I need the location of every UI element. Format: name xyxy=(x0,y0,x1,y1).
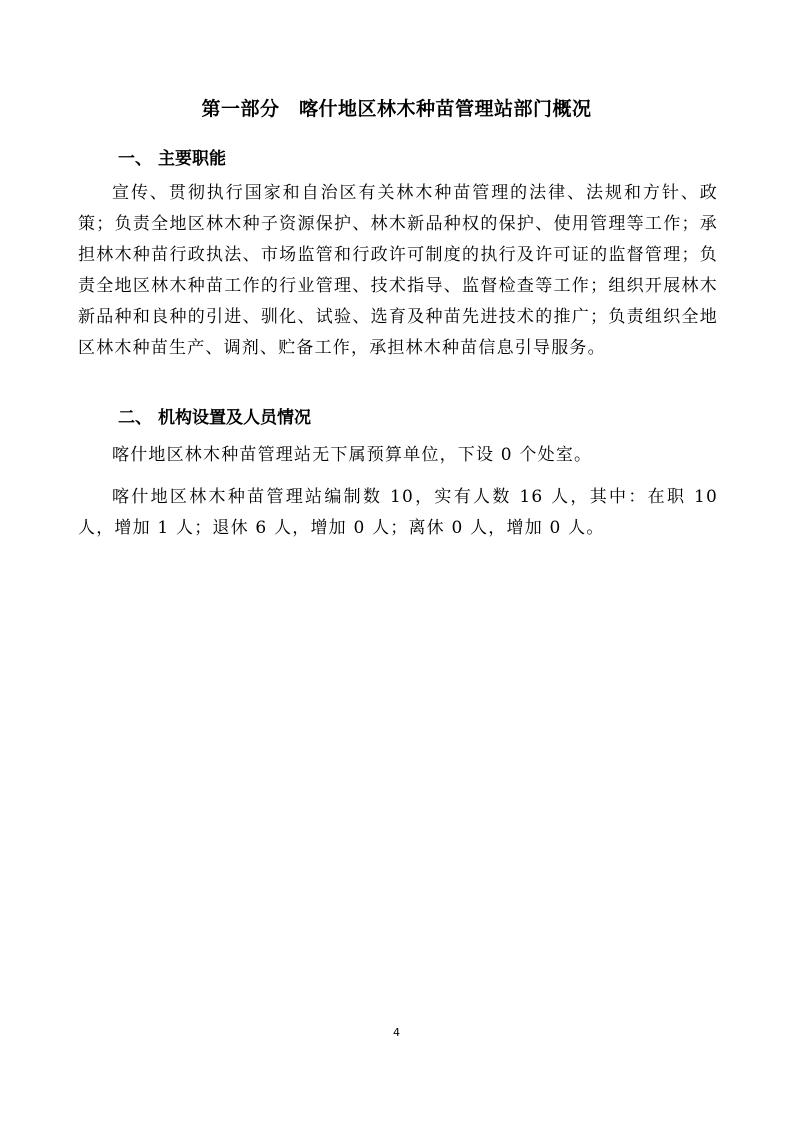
section-heading-organization xyxy=(118,406,311,430)
paragraph-staffing: 喀什地区林木种苗管理站编制数 10，实有人数 16 人，其中：在职 10 人，增加 1 人；退休 6 人，增加 0 人；离休 0 人，增加 0 人。 xyxy=(78,487,718,538)
section-number: 二、 xyxy=(118,408,152,428)
page-number: 4 xyxy=(393,1026,400,1039)
section-heading-text: 主要职能 xyxy=(158,149,226,169)
page-title: 第一部分 喀什地区林木种苗管理站部门概况 xyxy=(201,98,592,120)
paragraph-main-functions: 宣传、贯彻执行国家和自治区有关林木种苗管理的法律、法规和方针、政策；负责全地区林木种子资源保护、林木新品种权的保护、使用管理等工作；承担林木种苗行政执法、市场监管和行政许可制度的执行及许可证的监督管理；负责全地区林木种苗工作的行业管理、技术指导、监督检查等工作；组织开展林木新品种和良种的引进、驯化、试验、选育及种苗先进技术的推广；负责组织全地区林木种苗生产、调剂、贮备工作，承担林木种苗信息引导服务。 xyxy=(78,183,718,358)
section-heading-main-functions xyxy=(118,147,226,171)
section-heading-text: 机构设置及人员情况 xyxy=(158,408,311,428)
section-number: 一、 xyxy=(118,149,152,169)
paragraph-subordinate-units: 喀什地区林木种苗管理站无下属预算单位，下设 0 个处室。 xyxy=(112,445,593,465)
